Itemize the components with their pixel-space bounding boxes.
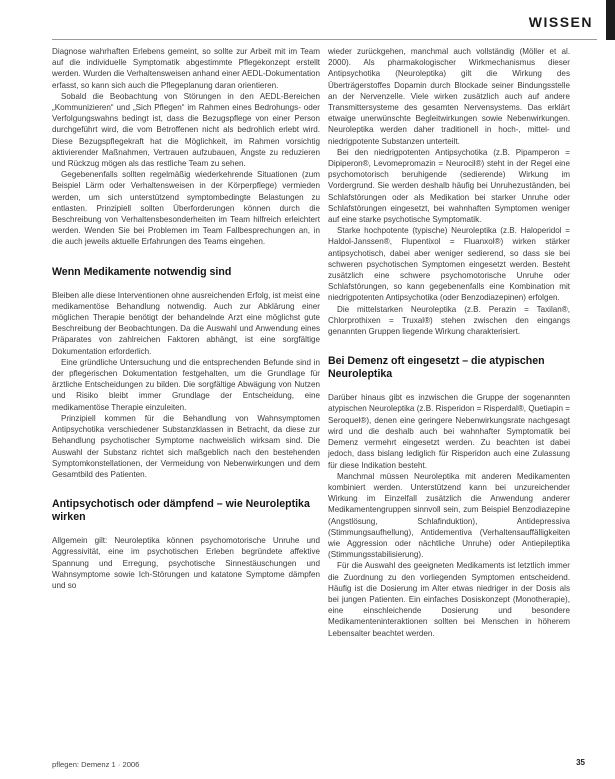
- edge-tab-marker: [606, 0, 615, 40]
- paragraph: Starke hochpotente (typische) Neuroleptika (z.B. Haloperidol = Haldol-Janssen®, Flupentixol = Fluanxol®) wirken stärker antipsychotisch, dabei aber weniger sedierend, so dass sie bei schweren psychotischen Symptomen eingesetzt werden. Besteht zusätzlich eine schwere psychomotorische Unruhe oder Schlafstörungen, so kann gegebenenfalls eine Kombination mit niedrigpotenten Antipsychotika (oder Benzodiazepinen) erfolgen.: [328, 226, 570, 303]
- section-heading: Wenn Medikamente notwendig sind: [52, 265, 232, 278]
- paragraph: Diagnose wahrhaften Erlebens gemeint, so sollte zur Arbeit mit im Team auf die individuelle Symptomatik abgestimmte Pflegekonzept erstellt werden. Wurden die Verhaltensweisen anhand einer AEDL-Dokumentation erfasst, so kann sich auch die Pflegeplanung daran orientieren.: [52, 47, 320, 90]
- section-heading: Antipsychotisch oder dämpfend – wie Neuroleptika wirken: [52, 498, 310, 524]
- paragraph: Allgemein gilt: Neuroleptika können psychomotorische Unruhe und Aggressivität, eine im psychotischen Erleben begründete affektive Spannung und Erregung, psychotische Sinnestäuschungen und Wahnsymptome sowie Ich-Störungen und katatone Symptome dämpfen und so: [52, 536, 320, 590]
- paragraph: Für die Auswahl des geeigneten Medikaments ist letztlich immer die Zuordnung zu den vorliegenden Symptomen entscheidend. Häufig ist die Dosierung im Alter etwas niedriger in der Dosis als bei jungen Patienten. Ein einfaches Dosiskonzept (Monotherapie), eine einschleichende Dosierung und besondere Medikamenteninteraktionen sollten bei Menschen in höherem Lebensalter beachtet werden.: [328, 561, 570, 638]
- header-rule: [52, 39, 597, 40]
- paragraph: wieder zurückgehen, manchmal auch vollständig (Möller et al. 2000). Als pharmakologischer Wirkmechanismus dieser Antipsychotika (Neuroleptika) gilt die Wirkung des Überträgerstoffes Dopamin durch Blockade seiner Bindungsstelle an der Nervenzelle. Viele wirken zusätzlich auch auf andere Transmittersysteme des gesamten Nervensystems. Das erklärt etwaige unerwünschte Begleitwirkungen sowie Nebenwirkungen. Neuroleptika werden daher traditionell in hoch-, mittel- und niedrigpotente Substanzen unterteilt.: [328, 47, 570, 146]
- paragraph: Manchmal müssen Neuroleptika mit anderen Medikamenten kombiniert werden. Unterstützend kann bei unzureichender Wirkung im Einzelfall zusätzlich die Anwendung anderer Medikamentengruppen sinnvoll sein, zum Beispiel Benzodiazepine (Angstlösung, Schlafinduktion), Antidepressiva (Stimmungsaufhellung), Antidementiva (Verhaltensauffälligkeiten wie Aggression oder nächtliche Unruhe) oder Antiepileptika (Stimmungsstabilisierung).: [328, 471, 570, 560]
- paragraph: Prinzipiell kommen für die Behandlung von Wahnsymptomen Antipsychotika verschiedener Substanzklassen in Betracht, da diese zur Behandlung psychotischer Symptome nachweislich wirksam sind. Die Auswahl der Substanz richtet sich maßgeblich nach den bestehenden Symptomkonstellationen, der Vermeidung von Nebenwirkungen und dem Gesamtbild des Patienten.: [52, 413, 320, 479]
- paragraph: Eine gründliche Untersuchung und die entsprechenden Befunde sind in der pflegerischen Dokumentation festgehalten, um die Grundlage für ärztliche Entscheidungen zu bilden. Die sorgfältige Abwägung von Nutzen und Risiko bleibt immer Grundlage der Entscheidung, eine medikamentöse Therapie einzuleiten.: [52, 357, 320, 412]
- page-number: 35: [576, 758, 585, 767]
- paragraph: Die mittelstarken Neuroleptika (z.B. Perazin = Taxilan®, Chlorprothixen = Truxal®) stehen zwischen den eingangs genannten Gruppen liegende Wirkung charakterisiert.: [328, 304, 570, 337]
- paragraph: Darüber hinaus gibt es inzwischen die Gruppe der sogenannten atypischen Neuroleptika (z.B. Risperidon = Risperdal®, Quetiapin = Seroquel®), denen eine geringere Nebenwirkungsrate nachgesagt wird und die deshalb auch bei wahnhafter Symptomatik bei Demenz vermehrt eingesetzt werden. Zu beachten ist dabei jedoch, dass bislang lediglich für Risperidon auch eine Zulassung für diese Indikation besteht.: [328, 393, 570, 470]
- journal-footer: pflegen: Demenz 1 · 2006: [52, 760, 140, 769]
- paragraph: Bleiben alle diese Interventionen ohne ausreichenden Erfolg, ist meist eine medikamentöse Behandlung notwendig. Auch zur Abklärung einer möglichen Therapie benötigt der behandelnde Arzt eine möglichst gute Beschreibung der Beobachtungen. Da die Auswahl und Anwendung eines Präparates von zahlreichen Faktoren abhängt, ist eine sorgfältige Dokumentation erforderlich.: [52, 290, 320, 356]
- section-heading: Bei Demenz oft eingesetzt – die atypischen Neuroleptika: [328, 355, 545, 381]
- left-column: [52, 46, 320, 591]
- paragraph: Sobald die Beobachtung von Störungen in den AEDL-Bereichen „Kommunizieren“ und „Sich Pflegen“ im Rahmen eines Bedrohungs- oder Verfolgungswahns bedingt ist, dass die Bezugspflege von einer Person durchgeführt wird, die vom Betroffenen nicht als bedrohlich erlebt wird. Diese Bezugspflegekraft hat die Möglichkeit, im Rahmen vorsichtig aktivierender Maßnahmen, Vertrauen aufzubauen, Ängste zu reduzieren und Rückzug mögen als das restliche Team zu sehen.: [52, 91, 320, 169]
- section-label: WISSEN: [528, 14, 593, 30]
- paragraph: Bei den niedrigpotenten Antipsychotika (z.B. Pipamperon = Dipiperon®, Levomepromazin = Neurocil®) steht in der Regel eine psychomotorisch beruhigende (sedierende) Wirkung im Vordergrund. Sie werden deshalb häufig bei Unruhezuständen, bei Schlafstörungen oder als Medikation bei starker Unruhe oder Schlafstörungen eingesetzt, bei wahnhaften Symptomen weniger auf eine starke psychotische Symptomatik.: [328, 147, 570, 225]
- paragraph: Gegebenenfalls sollten regelmäßig wiederkehrende Situationen (zum Beispiel Lärm oder Verhaltensweisen in der Körperpflege) vermieden werden, um sich unterstützend symptombedingte Belastungen zu entlasten. Prinzipiell sollten Überforderungen können durch die Beschreibung von Verhaltensbesonderheiten im Team hilfreich erleichtert werden. Wenden Sie bei Problemen im Team Fallbesprechungen an, in die auch jeweils aktuelle Erfahrungen des Teams eingehen.: [52, 170, 320, 247]
- right-column: [328, 46, 570, 639]
